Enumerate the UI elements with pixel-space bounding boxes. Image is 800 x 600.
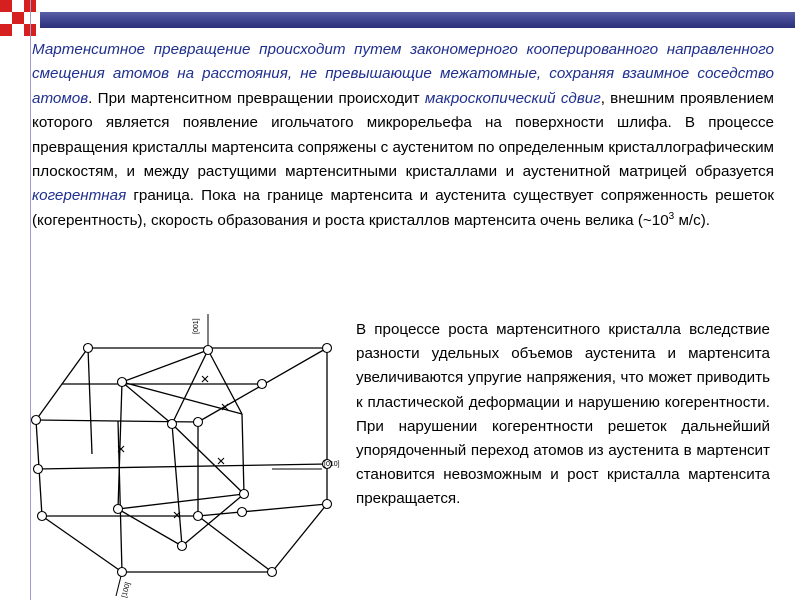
superscript: 3 bbox=[668, 210, 675, 222]
lattice-edge bbox=[182, 494, 244, 546]
title-bar-decoration bbox=[40, 12, 795, 28]
lattice-edge bbox=[172, 424, 244, 494]
atom-circle bbox=[194, 512, 203, 521]
atom-circle bbox=[38, 512, 47, 521]
side-paragraph: В процессе роста мартенситного кристалла вследствие разности удельных объемов аустенита и мартенсита увеличиваются упругие напряжения, что может приводить к пластической деформации и нарушению когерентности. При нарушении когерентности решеток дальнейший упорядоченный переход атомов из аустенита в мартенсит становится невозможным и рост кристалла мартенсита прекращается. bbox=[356, 321, 770, 508]
axis-label-x: [100] bbox=[121, 581, 132, 599]
axis-label-z: [001] bbox=[193, 318, 200, 334]
corner-square bbox=[0, 0, 12, 12]
lattice-edge bbox=[118, 509, 182, 546]
atom-circle bbox=[323, 344, 332, 353]
lattice-edge bbox=[38, 464, 327, 469]
emphasis-text: макроскопический сдвиг bbox=[424, 89, 601, 107]
lattice-edge bbox=[42, 516, 122, 572]
atom-circle bbox=[118, 378, 127, 387]
body-text: , внешним проявлением которого является появление игольчатого микрорельефа на поверхности шлифа. В процессе превращения кристаллы мартенсита сопряжены с аустенитом по определенным кристаллографическим плоскостям, и между растущими мартенситными кристаллами и аустенитной матрицей образуется bbox=[32, 89, 774, 181]
emphasis-text: Мартенситное превращение происходит путем закономерного кооперированного направленного смещения атомов на расстояния, не превышающие межатомные, сохраняя взаимное соседство атомов bbox=[32, 41, 774, 107]
atom-circle bbox=[194, 418, 203, 427]
atom-circle bbox=[323, 500, 332, 509]
lattice-edge bbox=[198, 516, 272, 572]
atom-circle bbox=[114, 505, 123, 514]
lattice-edge bbox=[198, 504, 327, 516]
lattice-diagram bbox=[22, 304, 357, 600]
lattice-edge bbox=[208, 350, 242, 414]
main-paragraph bbox=[32, 38, 774, 233]
body-text: м/с). bbox=[674, 211, 710, 229]
atom-cross bbox=[218, 458, 224, 464]
body-text: граница. Пока на границе мартенсита и аустенита существует сопряженность решеток (когерентность), скорость образования и роста кристаллов мартенсита очень велика (~10 bbox=[32, 187, 774, 229]
atom-circle bbox=[268, 568, 277, 577]
corner-square bbox=[12, 12, 24, 24]
corner-square bbox=[0, 24, 12, 36]
atom-circle bbox=[238, 508, 247, 517]
atom-circle bbox=[204, 346, 213, 355]
axis-label-y: [010] bbox=[324, 461, 340, 468]
atom-circle bbox=[32, 416, 41, 425]
lattice-edge bbox=[272, 504, 327, 572]
atom-circle bbox=[168, 420, 177, 429]
lattice-edge bbox=[242, 414, 244, 494]
lattice-edge bbox=[88, 348, 92, 454]
atom-circle bbox=[178, 542, 187, 551]
atom-circle bbox=[34, 465, 43, 474]
lattice-edge bbox=[118, 494, 244, 509]
atom-circle bbox=[118, 568, 127, 577]
body-text: . При мартенситном превращении происходит bbox=[88, 89, 425, 107]
atom-circle bbox=[240, 490, 249, 499]
lattice-edge bbox=[122, 382, 242, 414]
atom-circle bbox=[84, 344, 93, 353]
atom-cross bbox=[202, 376, 208, 382]
emphasis-text: когерентная bbox=[32, 187, 127, 205]
lattice-edge bbox=[172, 424, 182, 546]
atom-circle bbox=[258, 380, 267, 389]
